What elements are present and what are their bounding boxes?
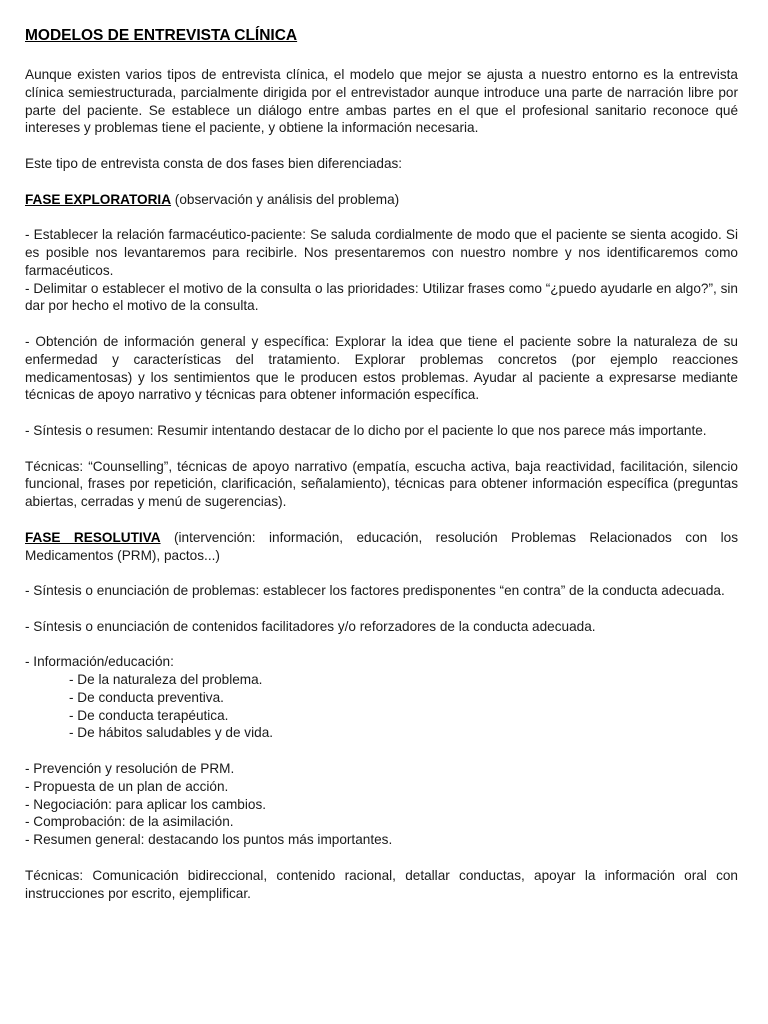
resolutive-final-item: - Resumen general: destacando los puntos más importantes. bbox=[25, 832, 393, 848]
resolutive-final-item: - Negociación: para aplicar los cambios. bbox=[25, 796, 267, 812]
intro-paragraph: Aunque existen varios tipos de entrevista clínica, el modelo que mejor se ajusta a nuestro entorno es la entrevista clínica semiestructurada, parcialmente dirigida por el entrevistador aunque introduce una parte de narración libre por parte del paciente. Se establece un diálogo entre ambas partes en el que el profesional sanitario reconoce qué intereses y problemas tiene el paciente, y obtiene la información necesaria. bbox=[25, 67, 738, 136]
information-item: - De la naturaleza del problema. bbox=[69, 672, 263, 688]
exploratory-phase-header bbox=[25, 191, 738, 209]
resolutive-item-contents: - Síntesis o enunciación de contenidos facilitadores y/o reforzadores de la conducta adecuada. bbox=[25, 618, 596, 634]
phases-intro-paragraph: Este tipo de entrevista consta de dos fases bien diferenciadas: bbox=[25, 155, 403, 171]
exploratory-phase-title: FASE EXPLORATORIA bbox=[25, 191, 172, 207]
resolutive-phase-header bbox=[25, 529, 738, 565]
document-page bbox=[25, 26, 738, 920]
exploratory-item-motive: - Delimitar o establecer el motivo de la consulta o las prioridades: Utilizar frases como “¿puedo ayudarle en algo?”, sin dar por hecho el motivo de la consulta. bbox=[25, 280, 738, 314]
information-education-label: - Información/educación: bbox=[25, 654, 174, 670]
resolutive-phase-subtitle: (intervención: información, educación, resolución Problemas Relacionados con los Medicamentos (PRM), pactos...) bbox=[25, 529, 738, 563]
resolutive-final-list bbox=[25, 760, 738, 849]
exploratory-item-information: - Obtención de información general y específica: Explorar la idea que tiene el paciente sobre la naturaleza de su enfermedad y características del tratamiento. Explorar problemas concretos (por ejemplo reacciones medicamentosas) y los sentimientos que le producen estos problemas. Ayudar al paciente a expresarse mediante técnicas de apoyo narrativo y técnicas para obtener información específica. bbox=[25, 333, 738, 403]
document-title: MODELOS DE ENTREVISTA CLÍNICA bbox=[25, 27, 298, 44]
resolutive-item-problems: - Síntesis o enunciación de problemas: establecer los factores predisponentes “en contra” de la conducta adecuada. bbox=[25, 583, 725, 599]
resolutive-phase-title: FASE RESOLUTIVA bbox=[25, 529, 161, 545]
information-item: - De conducta preventiva. bbox=[69, 689, 224, 705]
resolutive-techniques: Técnicas: Comunicación bidireccional, contenido racional, detallar conductas, apoyar la información oral con instrucciones por escrito, ejemplificar. bbox=[25, 867, 738, 901]
information-item: - De conducta terapéutica. bbox=[69, 707, 229, 723]
resolutive-final-item: - Propuesta de un plan de acción. bbox=[25, 778, 229, 794]
resolutive-final-item: - Comprobación: de la asimilación. bbox=[25, 814, 234, 830]
resolutive-final-item: - Prevención y resolución de PRM. bbox=[25, 761, 235, 777]
exploratory-techniques: Técnicas: “Counselling”, técnicas de apoyo narrativo (empatía, escucha activa, baja reactividad, facilitación, silencio funcional, frases por repetición, clarificación, señalamiento), técnicas para obtener información específica (preguntas abiertas, cerradas y menú de sugerencias). bbox=[25, 458, 738, 510]
exploratory-item-synthesis: - Síntesis o resumen: Resumir intentando destacar de lo dicho por el paciente lo que nos parece más importante. bbox=[25, 422, 707, 438]
information-education-block bbox=[25, 653, 738, 742]
information-item: - De hábitos saludables y de vida. bbox=[69, 725, 274, 741]
exploratory-phase-subtitle: (observación y análisis del problema) bbox=[171, 191, 400, 207]
exploratory-item-relationship: - Establecer la relación farmacéutico-paciente: Se saluda cordialmente de modo que el paciente se sienta acogido. Si es posible nos levantaremos para recibirle. Nos presentaremos con nuestro nombre y nos identificaremos como farmacéuticos. bbox=[25, 227, 738, 278]
